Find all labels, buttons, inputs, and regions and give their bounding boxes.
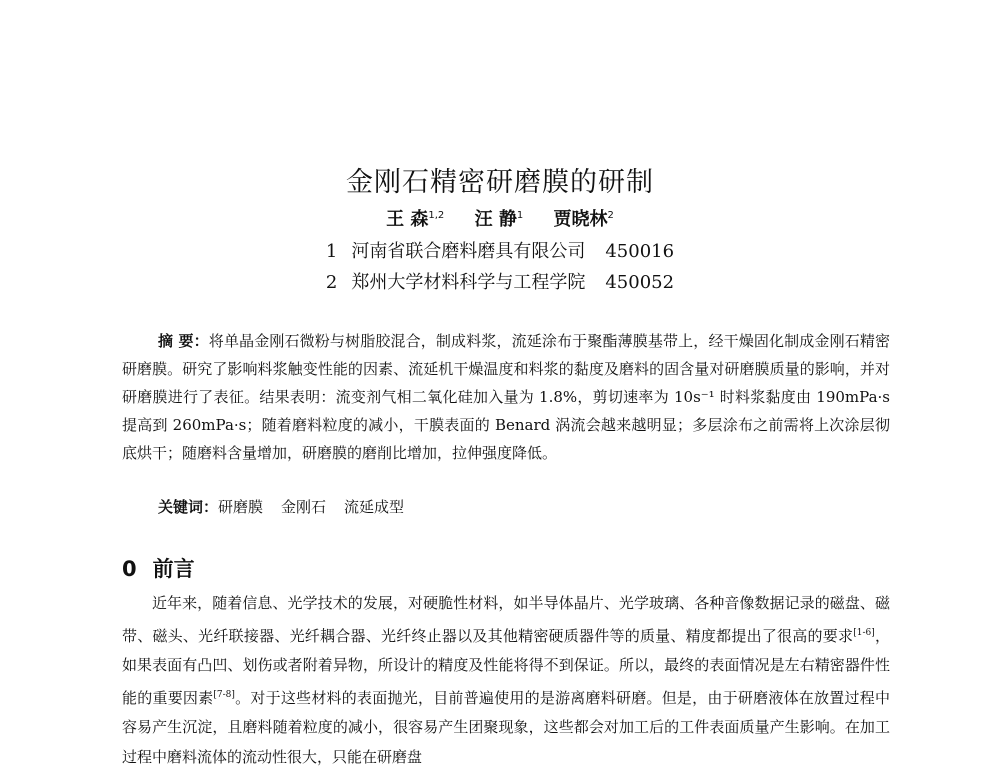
author-name: 汪 静 <box>474 209 517 230</box>
affiliation <box>0 268 1000 294</box>
affiliation-number: 2 <box>325 272 338 293</box>
author-name: 贾晓林 <box>553 209 608 230</box>
abstract-label: 摘 要： <box>158 332 209 350</box>
keyword: 研磨膜 <box>218 498 264 516</box>
author <box>554 209 614 230</box>
keywords-label: 关键词： <box>158 498 219 516</box>
affiliation-name: 河南省联合磨料磨具有限公司 <box>351 241 586 262</box>
keywords <box>158 496 898 517</box>
author-affiliation-mark: 1 <box>516 210 524 221</box>
author-affiliation-mark: 2 <box>607 210 614 221</box>
body-paragraph <box>122 589 890 772</box>
body-text-part: ，如果表面有凸凹、划伤或者附着异物，所设计的精度及性能将得不到保证。所以，最终的表面情况是左右精密器件性能的重要因素 <box>122 626 890 707</box>
author <box>386 209 444 230</box>
section-heading <box>122 553 195 583</box>
affiliation-number: 1 <box>325 241 338 262</box>
author-list <box>0 205 1000 231</box>
affiliation <box>0 237 1000 263</box>
abstract-text: 将单晶金刚石微粉与树脂胶混合，制成料浆，流延涂布于聚酯薄膜基带上，经干燥固化制成金刚石精密研磨膜。研究了影响料浆触变性能的因素、流延机干燥温度和料浆的黏度及磨料的固含量对研磨膜质量的影响，并对研磨膜进行了表征。结果表明：流变剂气相二氧化硅加入量为 1.8%，剪切速率为 10s⁻¹ 时料浆黏度由 190mPa·s 提高到 260mPa·s；随着磨料粒度的减小，干膜表面的 Benard 涡流会越来越明显；多层涂布之前需将上次涂层彻底烘干；随磨料含量增加，研磨膜的磨削比增加，拉伸强度降低。 <box>122 332 890 462</box>
keyword: 流延成型 <box>344 498 405 516</box>
citation-ref: [1-6] <box>853 627 875 638</box>
body-text-part: 近年来，随着信息、光学技术的发展，对硬脆性材料，如半导体晶片、光学玻璃、各种音像数据记录的磁盘、磁带、磁头、光纤联接器、光纤耦合器、光纤终止器以及其他精密硬质器件等的质量、精度都提出了很高的要求 <box>122 594 890 645</box>
author <box>475 209 524 230</box>
body-text-part: 。对于这些材料的表面抛光，目前普遍使用的是游离磨料研磨。但是，由于研磨液体在放置过程中容易产生沉淀，且磨料随着粒度的减小，很容易产生团聚现象，这些都会对加工后的工件表面质量产生影响。在加工过程中磨料流体的流动性很大，只能在研磨盘 <box>122 688 890 766</box>
affiliation-zip: 450052 <box>605 272 675 293</box>
keyword: 金刚石 <box>281 498 327 516</box>
paper-title: 金刚石精密研磨膜的研制 <box>346 167 654 198</box>
section-number: 0 <box>122 557 137 581</box>
author-affiliation-mark: 1,2 <box>428 210 445 221</box>
affiliation-zip: 450016 <box>605 241 675 262</box>
affiliation-name: 郑州大学材料科学与工程学院 <box>351 272 586 293</box>
abstract <box>122 327 890 467</box>
author-name: 王 森 <box>386 209 429 230</box>
citation-ref: [7-8] <box>213 689 235 700</box>
section-title: 前言 <box>152 557 195 581</box>
